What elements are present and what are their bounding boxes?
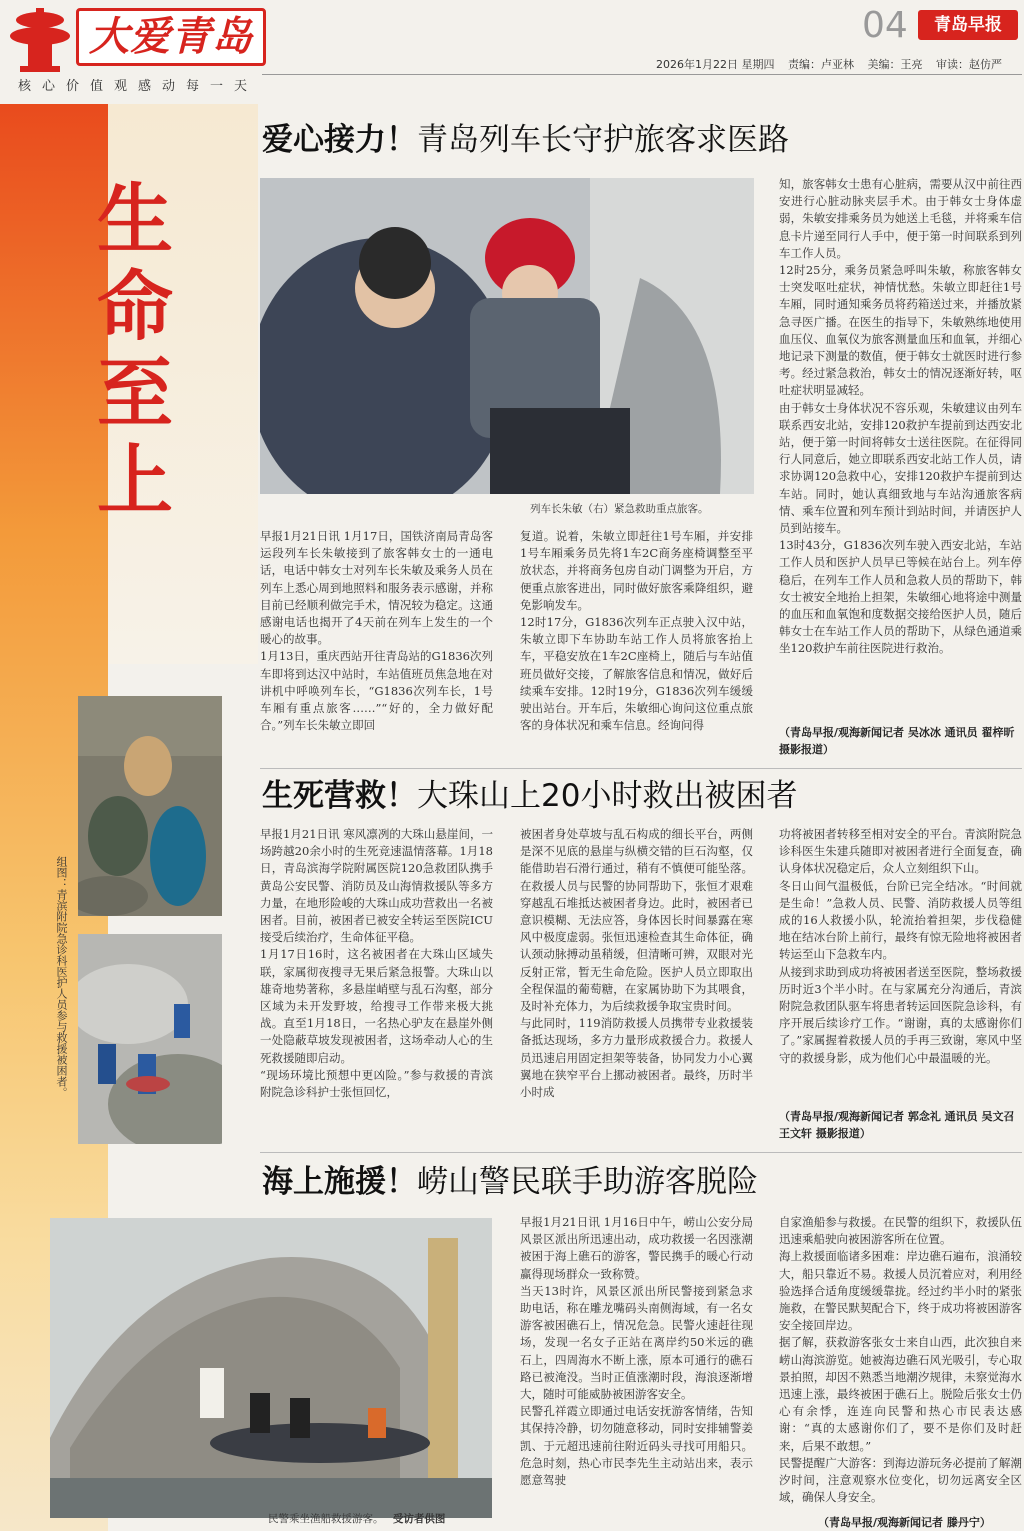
story1-train-photo bbox=[260, 178, 754, 494]
proofreader-credit: 审读：赵仿严 bbox=[936, 58, 1002, 71]
paper-name-badge: 青岛早报 bbox=[918, 10, 1018, 40]
story1-column-3: 知，旅客韩女士患有心脏病，需要从汉中前往西安进行心脏动脉夹层手术。由于韩女士身体虚弱，朱敏安排乘务员为她送上毛毯，并将乘车信息卡片递至同行人手中，便于第一时间联系到列车工作人员。 12时25分，乘务员紧急呼叫朱敏，称旅客韩女士突发呕吐症状，神情忧愁。朱敏立即赶往1号车厢，同时通知乘务员将药箱送过来，并播放紧急寻医广播。在医生的指导下，朱敏熟练地使用血压仪、血氧仪为旅客测量血压和血氧，并细心地记录下测量的数值，便于韩女士就医时进行参考。经过紧急救治，韩女士的情况逐渐好转，呕吐症状明显减轻。 由于韩女士身体状况不容乐观，朱敏建议由列车联系西安北站，安排120救护车提前到达西安北站，便于第一时间将韩女士送往医院。在征得同行人同意后，她立即联系西安北站工作人员，请求协调120急救中心，安排120救护车提前到达车站。同时，她认真细致地与车站沟通旅客病情、乘车位置和列车预计到站时间，并请医护人员到站接车。 13时43分，G1836次列车驶入西安北站，车站工作人员和医护人员早已等候在站台上。列车停稳后，在列车工作人员和急救人员的帮助下，韩女士被安全地抬上担架，朱敏细心地将途中测量的血压和血氧饱和度数据交接给医护人员，随后韩女士在车站工作人员的帮助下，从绿色通道乘坐120救护车前往医院进行救治。 bbox=[779, 177, 1022, 656]
story1-headline-prefix: 爱心接力！ bbox=[262, 122, 417, 158]
story3-column-1: 早报1月21日讯 1月16日中午，崂山公安分局风景区派出所迅速出动，成功救援一名因涨潮被困于海上礁石的游客，警民携手的暖心行动赢得现场群众一致称赞。 当天13时许，风景区派出所民警接到紧急求助电话，称在雕龙嘴码头南侧海域，有一名女游客被困礁石上，情况危急。民警火速赶往现场，发现一名女子正站在离岸约50米远的礁石上，四周海水不断上涨，原本可通行的礁石路已被淹没。当时正值涨潮时段，海浪逐渐增大，随时可能威胁被困游客安全。 民警孔祥霞立即通过电话安抚游客情绪，告知其保持冷静，切勿随意移动，同时安排辅警姜凯、于元超迅速前往附近码头寻找可用船只。危急时刻，热心市民李先生主动站出来，表示愿意驾驶 bbox=[520, 1215, 753, 1488]
story3-credit: （青岛早报/观海新闻记者 滕丹宁） bbox=[818, 1516, 991, 1529]
editor-credit: 责编：卢亚林 bbox=[788, 58, 854, 71]
story1-column-1: 早报1月21日讯 1月17日，国铁济南局青岛客运段列车长朱敏接到了旅客韩女士的一通电话，电话中韩女士对列车长朱敏及乘务人员在列车上悉心周到地照料和服务表示感谢，并称目前已经顺利做完手术，情况较为稳定。这通感谢电话也揭开了4天前在列车上发生的一个暖心的故事。 1月13日，重庆西站开往青岛站的G1836次列车即将到达汉中站时，车站值班员焦急地在对讲机中呼唤列车长，“G1836次列车长，1号车厢有重点旅客……”“好的，全力做好配合。”列车长朱敏立即回 bbox=[260, 529, 493, 733]
designer-credit: 美编：王亮 bbox=[867, 58, 923, 71]
page-number: 04 bbox=[862, 5, 908, 46]
masthead-divider bbox=[262, 74, 1022, 75]
story1-headline-main: 青岛列车长守护旅客求医路 bbox=[417, 122, 789, 158]
side-feature-title: 生命至上 bbox=[97, 175, 173, 525]
column-subtitle: 核心价值观感动每一天 bbox=[18, 79, 259, 94]
story2-headline-prefix: 生死营救！ bbox=[262, 778, 417, 814]
story2-headline bbox=[262, 776, 797, 816]
story2-column-3: 功将被困者转移至相对安全的平台。青滨附院急诊科医生朱建兵随即对被困者进行全面复查，确认身体状况稳定后，众人立刻组织下山。 冬日山间气温极低，台阶已完全结冰。“时间就是生命！”急救人员、民警、消防救援人员等组成的16人救援小队，轮流抬着担架，步伐稳健地在结冰台阶上前行，最终有惊无险地将被困者转运至山下急救车内。 从接到求助到成功将被困者送至医院，整场救援历时近3个半小时。在与家属充分沟通后，青滨附院急救团队驱车将患者转运回医院急诊科，有序开展后续诊疗工作。“谢谢，真的太感谢你们了。”家属握着救援人员的手再三致谢，寒风中坚守的救援身影，成为他们心中最温暖的光。 bbox=[779, 827, 1022, 1065]
story2-divider bbox=[260, 1152, 1022, 1153]
story2-headline-main: 大珠山上20小时救出被困者 bbox=[417, 778, 798, 814]
story1-headline bbox=[262, 120, 789, 160]
story3-headline-main: 崂山警民联手助游客脱险 bbox=[417, 1164, 758, 1200]
story1-photo-caption: 列车长朱敏（右）紧急救助重点旅客。 bbox=[530, 503, 709, 515]
story2-column-1: 早报1月21日讯 寒风凛冽的大珠山悬崖间，一场跨越20余小时的生死竞速温情落幕。1月18日，青岛滨海学院附属医院120急救团队携手黄岛公安民警、消防员及山海情救援队等多方力量，在地形险峻的大珠山成功营救出一名被困者。目前，被困者已被安全转运至医院ICU接受后续治疗，生命体征平稳。 1月17日16时，这名被困者在大珠山区域失联，家属彻夜搜寻无果后紧急报警。大珠山以雄奇地势著称，多悬崖峭壁与乱石沟壑，部分区域为未开发野坡，给搜寻工作带来极大挑战。直至1月18日，一名热心驴友在悬崖外侧一处隐蔽草坡发现被困者，这场牵动人心的生死救援随即启动。 “现场环境比预想中更凶险。”参与救援的青滨附院急诊科护士张恒回忆， bbox=[260, 827, 493, 1100]
story2-credit: （青岛早报/观海新闻记者 郭念礼 通讯员 吴文召 王文轩 摄影报道） bbox=[779, 1110, 1015, 1140]
story1-column-2: 复道。说着，朱敏立即赶往1号车厢，并安排1号车厢乘务员先将1车2C商务座椅调整至平放状态，并将商务包房自动门调整为开启，方便重点旅客进出，同时做好旅客乘降组织，避免影响发车。 12时17分，G1836次列车正点驶入汉中站，朱敏立即下车协助车站工作人员将旅客抬上车，平稳安放在1车2C座椅上，随后与车站值班员做好交接，了解旅客信息和情况，做好后续乘车安排。12时19分，G1836次列车缓缓驶出站台。开车后，朱敏细心询问这位重点旅客的身体状况和乘车信息。经询问得 bbox=[520, 529, 753, 733]
story3-headline bbox=[262, 1162, 758, 1202]
story3-photo-caption bbox=[268, 1512, 445, 1526]
story1-credit: （青岛早报/观海新闻记者 吴冰冰 通讯员 翟梓昕 摄影报道） bbox=[779, 726, 1015, 756]
story2-column-2: 被困者身处草坡与乱石构成的细长平台，两侧是深不见底的悬崖与纵横交错的巨石沟壑，仅能借助岩石滑行通过，稍有不慎便可能坠落。在救援人员与民警的协同帮助下，张恒才艰难穿越乱石堆抵达被困者身边。此时，被困者已意识模糊、无法应答，身体因长时间暴露在寒风中极度虚弱。张恒迅速检查其生命体征，确认颈动脉搏动虽稍缓，但清晰可辨，双眼对光反射正常，暂无生命危险。医护人员立即取出全程保温的葡萄糖，在家属协助下为其喂食，及时补充体力，为后续救援争取宝贵时间。 与此同时，119消防救援人员携带专业救援装备抵达现场，多方力量形成救援合力。救援人员迅速启用固定担架等装备，协同发力小心翼翼地在狭窄平台上挪动被困者。最终，历时半小时成 bbox=[520, 827, 753, 1100]
issue-date: 2026年1月22日 星期四 bbox=[656, 58, 775, 71]
story3-photo-credit: 受访者供图 bbox=[392, 1513, 446, 1525]
issue-info-line bbox=[656, 58, 1020, 72]
story3-sea-rescue-photo bbox=[50, 1218, 492, 1518]
story3-headline-prefix: 海上施援！ bbox=[262, 1164, 417, 1200]
story1-divider bbox=[260, 768, 1022, 769]
story3-column-2: 自家渔船参与救援。在民警的组织下，救援队伍迅速乘船驶向被困游客所在位置。 海上救援面临诸多困难：岸边礁石遍布，浪涌较大，船只靠近不易。救援人员沉着应对，利用经验选择合适角度缓缓靠拢。经过约半小时的紧张施救，在警民默契配合下，终于成功将被困游客安全接回岸边。 据了解，获救游客张女士来自山西，此次独自来崂山海滨游览。她被海边礁石风光吸引，专心取景拍照，却因不熟悉当地潮汐规律，未察觉海水迅速上涨，最终被困于礁石上。脱险后张女士仍心有余悸，连连向民警和热心市民表达感谢：“真的太感谢你们了，要不是你们及时赶来，后果不敢想。” 民警提醒广大游客：到海边游玩务必提前了解潮汐时间，注意观察水位变化，切勿远离安全区域，确保人身安全。 bbox=[779, 1215, 1022, 1505]
rescue-photo-bottom bbox=[78, 934, 222, 1144]
story3-photo-caption-text: 民警乘坐渔船救援游客。 bbox=[268, 1513, 384, 1525]
column-title: 大爱青岛 bbox=[76, 8, 266, 66]
masthead-emblem-icon bbox=[6, 6, 74, 76]
rescue-photo-top bbox=[78, 696, 222, 916]
group-photo-caption: 组图：青滨附院急诊科医护人员参与救援被困者。 bbox=[55, 856, 68, 1098]
